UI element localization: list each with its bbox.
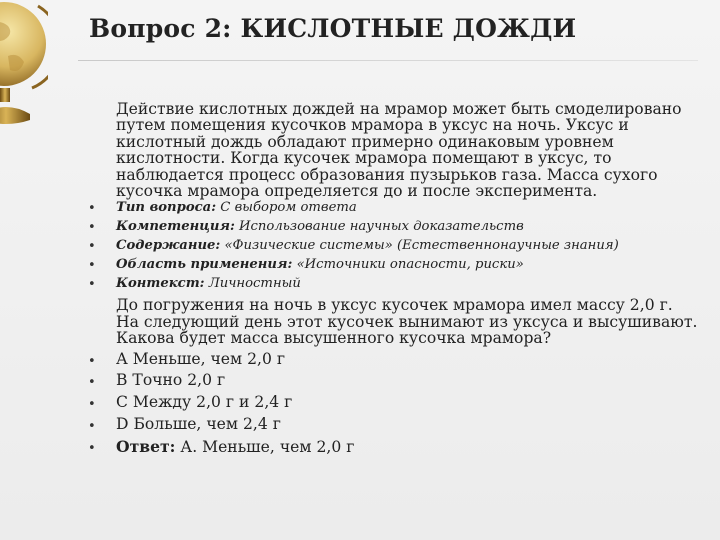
option-d: • D Больше, чем 2,4 г	[88, 414, 700, 436]
meta-item-content: • Содержание: «Физические системы» (Естественнонаучные знания)	[88, 237, 700, 256]
answer-options-list	[88, 349, 700, 459]
option-b: • В Точно 2,0 г	[88, 370, 700, 392]
meta-item-context: • Контекст: Личностный	[88, 275, 700, 294]
option-c: • С Между 2,0 г и 2,4 г	[88, 392, 700, 414]
meta-item-competence: • Компетенция: Использование научных доказательств	[88, 218, 700, 237]
option-a: • А Меньше, чем 2,0 г	[88, 349, 700, 371]
answer-line: • Ответ: А. Меньше, чем 2,0 г	[88, 436, 700, 459]
globe-illustration	[0, 0, 48, 136]
page-title: Вопрос 2: КИСЛОТНЫЕ ДОЖДИ	[89, 14, 577, 43]
meta-item-area: • Область применения: «Источники опасности, риски»	[88, 256, 700, 275]
meta-item-type: • Тип вопроса: С выбором ответа	[88, 199, 700, 218]
content-body	[88, 101, 700, 459]
intro-paragraph: Действие кислотных дождей на мрамор может быть смоделировано путем помещения кусочков мрамора в уксус на ночь. Уксус и кислотный дождь обладают примерно одинаковым уровнем кислотности. Когда кусочек мрамора помещают в уксус, то наблюдается процесс образования пузырьков газа. Масса сухого кусочка мрамора определяется до и после эксперимента.	[116, 100, 682, 201]
question-meta-list	[88, 199, 700, 293]
title-divider	[78, 60, 698, 61]
question-paragraph: До погружения на ночь в уксус кусочек мрамора имел массу 2,0 г. На следующий день этот кусочек вынимают из уксуса и высушивают. Какова будет масса высушенного кусочка мрамора?	[116, 296, 698, 348]
